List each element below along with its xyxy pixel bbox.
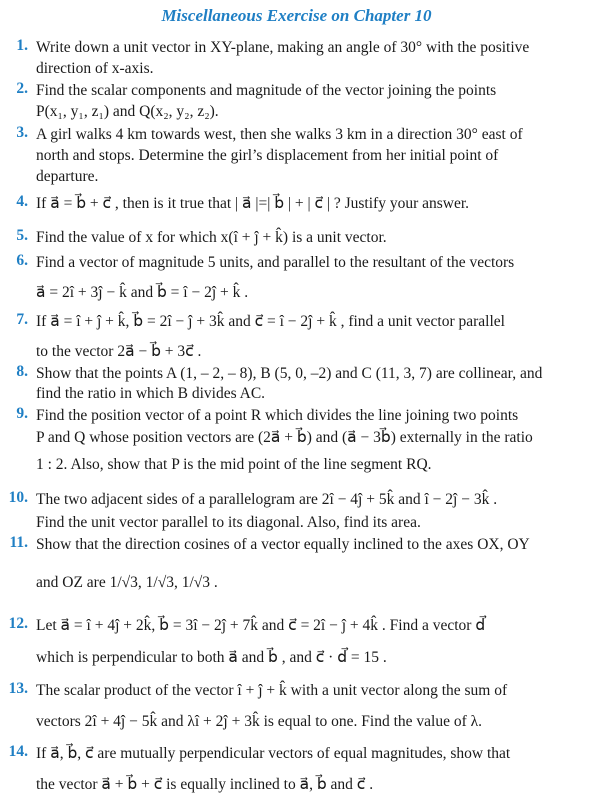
- exercise-number: 8.: [16, 363, 28, 380]
- exercise-text-line: Let a⃗ = î + 4ĵ + 2k̂, b⃗ = 3î − 2ĵ + 7k̂ and c⃗ = 2î − ĵ + 4k̂ . Find a vector d⃗: [36, 617, 486, 634]
- exercise-text-line: Find a vector of magnitude 5 units, and parallel to the resultant of the vectors: [36, 254, 515, 271]
- exercise-number: 11.: [9, 534, 28, 551]
- exercise-text-line: If a⃗ = î + ĵ + k̂, b⃗ = 2î − ĵ + 3k̂ and c⃗ = î − 2ĵ + k̂ , find a unit vector parallel: [36, 313, 505, 330]
- exercise-text-line: Show that the points A (1, – 2, – 8), B (5, 0, –2) and C (11, 3, 7) are collinear, and: [36, 365, 543, 382]
- exercise-number: 5.: [16, 227, 28, 244]
- exercise-text-line: P and Q whose position vectors are (2a⃗ + b⃗) and (a⃗ − 3b⃗) externally in the ratio: [36, 429, 533, 446]
- exercise-text-line: The scalar product of the vector î + ĵ + k̂ with a unit vector along the sum of: [36, 682, 508, 699]
- exercise-text-line: which is perpendicular to both a⃗ and b⃗ , and c⃗ · d⃗ = 15 .: [36, 649, 387, 666]
- exercise-text-line: A girl walks 4 km towards west, then she walks 3 km in a direction 30° east of: [36, 126, 523, 143]
- exercise-text-line: north and stops. Determine the girl’s displacement from her initial point of: [36, 147, 499, 164]
- exercise-text-line: and OZ are 1/√3, 1/√3, 1/√3 .: [36, 574, 218, 591]
- exercise-text-line: The two adjacent sides of a parallelogram are 2î − 4ĵ + 5k̂ and î − 2ĵ − 3k̂ .: [36, 491, 498, 508]
- exercise-text-line: If a⃗, b⃗, c⃗ are mutually perpendicular vectors of equal magnitudes, show that: [36, 745, 511, 762]
- exercise-text-line: find the ratio in which B divides AC.: [36, 385, 266, 402]
- exercise-text-line: P(x₁, y₁, z₁) and Q(x₂, y₂, z₂).: [36, 103, 219, 120]
- exercise-number: 14.: [8, 743, 28, 760]
- exercise-text-line: Find the unit vector parallel to its diagonal. Also, find its area.: [36, 514, 421, 531]
- exercise-text-line: Write down a unit vector in XY-plane, making an angle of 30° with the positive: [36, 39, 530, 56]
- exercise-number: 2.: [16, 80, 28, 97]
- exercise-text-line: Find the value of x for which x(î + ĵ + k̂) is a unit vector.: [36, 229, 387, 246]
- exercise-text-line: If a⃗ = b⃗ + c⃗ , then is it true that | a⃗ |=| b⃗ | + | c⃗ | ? Justify your answer.: [36, 195, 470, 212]
- exercise-number: 7.: [16, 311, 28, 328]
- exercise-text-line: direction of x-axis.: [36, 60, 154, 77]
- exercise-text-line: Show that the direction cosines of a vector equally inclined to the axes OX, OY: [36, 536, 530, 553]
- exercise-number: 1.: [16, 37, 28, 54]
- exercise-number: 10.: [8, 489, 28, 506]
- exercise-text-line: 1 : 2. Also, show that P is the mid point of the line segment RQ.: [36, 456, 432, 473]
- exercise-text-line: Find the position vector of a point R which divides the line joining two points: [36, 407, 519, 424]
- exercise-text-line: the vector a⃗ + b⃗ + c⃗ is equally inclined to a⃗, b⃗ and c⃗ .: [36, 776, 374, 793]
- exercise-text-line: to the vector 2a⃗ − b⃗ + 3c⃗ .: [36, 343, 202, 360]
- exercise-number: 13.: [8, 680, 28, 697]
- exercise-text-line: departure.: [36, 168, 99, 185]
- exercise-number: 6.: [16, 252, 28, 269]
- exercise-text-line: Find the scalar components and magnitude of the vector joining the points: [36, 82, 497, 99]
- page-title: Miscellaneous Exercise on Chapter 10: [161, 6, 432, 25]
- exercise-number: 3.: [16, 124, 28, 141]
- exercise-number: 12.: [8, 615, 28, 632]
- exercise-number: 9.: [16, 405, 28, 422]
- exercise-text-line: vectors 2î + 4ĵ − 5k̂ and λî + 2ĵ + 3k̂ is equal to one. Find the value of λ.: [36, 713, 483, 730]
- exercise-number: 4.: [16, 193, 28, 210]
- exercise-text-line: a⃗ = 2î + 3ĵ − k̂ and b⃗ = î − 2ĵ + k̂ .: [36, 284, 249, 301]
